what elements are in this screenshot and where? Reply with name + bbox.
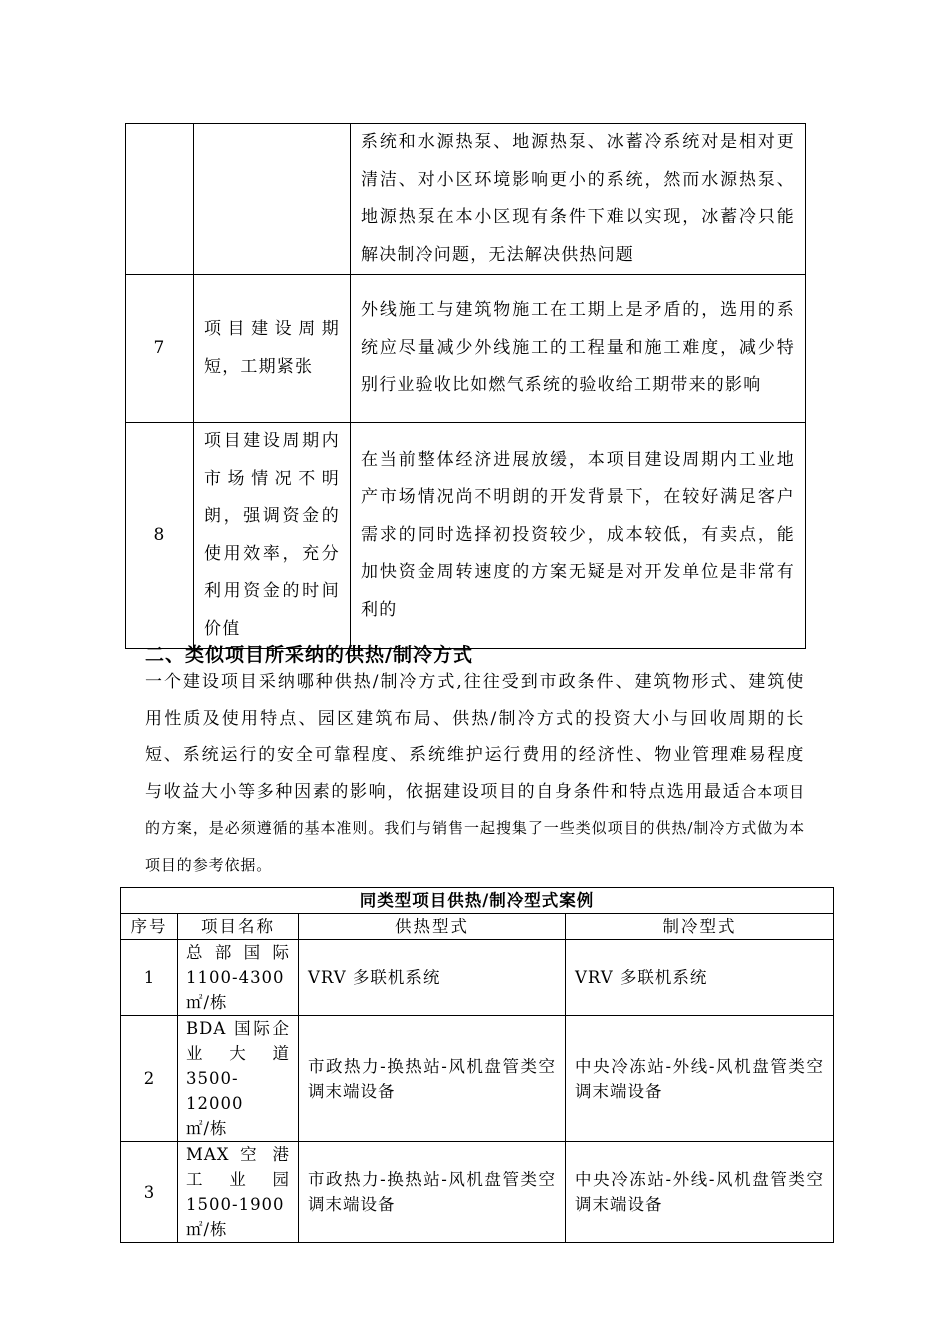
col-header-project-name: 项目名称 <box>178 914 299 940</box>
project-name <box>178 940 299 1016</box>
project-name <box>178 1142 299 1243</box>
table-row <box>121 940 834 1016</box>
cooling-type: VRV 多联机系统 <box>566 940 834 1016</box>
criterion-description: 系统和水源热泵、地源热泵、冰蓄冷系统对是相对更清洁、对小区环境影响更小的系统，然而水源热泵、地源热泵在本小区现有条件下难以实现，冰蓄冷只能解决制冷问题，无法解决供热问题 <box>351 124 806 275</box>
cooling-type: 中央冷冻站-外线-风机盘管类空调末端设备 <box>566 1016 834 1142</box>
case-table <box>120 887 834 1243</box>
project-name-line: 1500-1900 <box>186 1195 285 1214</box>
project-name-line: BDA 国际企 <box>186 1019 290 1038</box>
criterion-name: 项目建设周期内市场情况不明朗，强调资金的使用效率，充分利用资金的时间价值 <box>194 423 351 649</box>
table-row <box>126 275 806 423</box>
project-name-line: ㎡/栋 <box>186 1220 228 1239</box>
table-row <box>126 423 806 649</box>
project-name-line: 工 业 园 <box>186 1170 290 1189</box>
table-row <box>121 1016 834 1142</box>
col-header-cooling: 制冷型式 <box>566 914 834 940</box>
table-title: 同类型项目供热/制冷型式案例 <box>121 888 834 914</box>
project-name <box>178 1016 299 1142</box>
row-number: 1 <box>121 940 178 1016</box>
project-name-line: ㎡/栋 <box>186 993 228 1012</box>
table-header-row <box>121 914 834 940</box>
criterion-name: 项目建设周期短，工期紧张 <box>194 275 351 423</box>
criterion-name <box>194 124 351 275</box>
table-row <box>126 124 806 275</box>
section-paragraph <box>145 664 805 883</box>
col-header-number: 序号 <box>121 914 178 940</box>
paragraph-main-text: 一个建设项目采纳哪种供热/制冷方式,往往受到市政条件、建筑物形式、建筑使用性质及使用特点、园区建筑布局、供热/制冷方式的投资大小与回收周期的长短、系统运行的安全可靠程度、系统维护运行费用的经济性、物业管理难易程度与收益大小等多种因素的影响，依据建设项目的自身条件和特点选用最适 <box>145 672 805 802</box>
project-name-line: 1100-4300 <box>186 968 285 987</box>
criterion-description: 在当前整体经济进展放缓，本项目建设周期内工业地产市场情况尚不明朗的开发背景下，在较好满足客户需求的同时选择初投资较少，成本较低，有卖点，能加快资金周转速度的方案无疑是对开发单位是非常有利的 <box>351 423 806 649</box>
table-row <box>121 1142 834 1243</box>
project-name-line: MAX 空 港 <box>186 1145 290 1164</box>
cooling-type: 中央冷冻站-外线-风机盘管类空调末端设备 <box>566 1142 834 1243</box>
project-name-line: 业 大 道 <box>186 1044 290 1063</box>
row-number <box>126 124 194 275</box>
row-number: 7 <box>126 275 194 423</box>
section-heading: 二、类似项目所采纳的供热/制冷方式 <box>145 644 473 666</box>
project-name-line: 总 部 国 际 <box>186 943 290 962</box>
table-title-row <box>121 888 834 914</box>
row-number: 2 <box>121 1016 178 1142</box>
criterion-description: 外线施工与建筑物施工在工期上是矛盾的，选用的系统应尽量减少外线施工的工程量和施工难度，减少特别行业验收比如燃气系统的验收给工期带来的影响 <box>351 275 806 423</box>
paragraph-tail-text: 合本项目的方案，是必须遵循的基本准则。我们与销售一起搜集了一些类似项目的供热/制冷方式做为本项目的参考依据。 <box>145 782 805 874</box>
row-number: 3 <box>121 1142 178 1243</box>
col-header-heating: 供热型式 <box>299 914 566 940</box>
row-number: 8 <box>126 423 194 649</box>
selection-criteria-table <box>125 123 806 649</box>
heating-type: 市政热力-换热站-风机盘管类空调末端设备 <box>299 1142 566 1243</box>
heating-type: VRV 多联机系统 <box>299 940 566 1016</box>
project-name-line: 3500-12000 <box>186 1069 244 1113</box>
project-name-line: ㎡/栋 <box>186 1119 228 1138</box>
heating-type: 市政热力-换热站-风机盘管类空调末端设备 <box>299 1016 566 1142</box>
